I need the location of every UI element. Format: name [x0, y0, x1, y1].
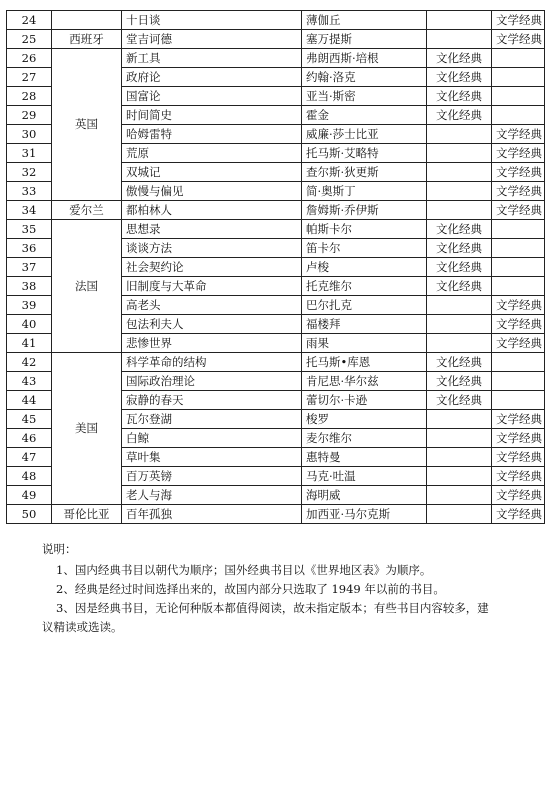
author-cell: 麦尔维尔 [302, 429, 427, 448]
book-title-cell: 草叶集 [122, 448, 302, 467]
row-number-cell: 40 [7, 315, 52, 334]
author-cell: 威廉·莎士比亚 [302, 125, 427, 144]
book-title-cell: 百万英镑 [122, 467, 302, 486]
culture-classic-cell [427, 467, 492, 486]
table-row [7, 11, 545, 30]
author-cell: 查尔斯·狄更斯 [302, 163, 427, 182]
author-cell: 帕斯卡尔 [302, 220, 427, 239]
culture-classic-cell [427, 334, 492, 353]
literature-classic-cell [492, 391, 545, 410]
culture-classic-cell [427, 182, 492, 201]
author-cell: 亚当·斯密 [302, 87, 427, 106]
author-cell: 梭罗 [302, 410, 427, 429]
row-number-cell: 34 [7, 201, 52, 220]
book-title-cell: 堂吉诃德 [122, 30, 302, 49]
note-item-3-continued: 议精读或选读。 [42, 620, 123, 634]
culture-classic-cell [427, 30, 492, 49]
row-number-cell: 25 [7, 30, 52, 49]
row-number-cell: 27 [7, 68, 52, 87]
author-cell: 巴尔扎克 [302, 296, 427, 315]
literature-classic-cell [492, 239, 545, 258]
author-cell: 塞万提斯 [302, 30, 427, 49]
book-title-cell: 十日谈 [122, 11, 302, 30]
literature-classic-cell [492, 372, 545, 391]
row-number-cell: 50 [7, 505, 52, 524]
literature-classic-cell: 文学经典 [492, 429, 545, 448]
literature-classic-cell: 文学经典 [492, 125, 545, 144]
book-title-cell: 谈谈方法 [122, 239, 302, 258]
author-cell: 托克维尔 [302, 277, 427, 296]
row-number-cell: 31 [7, 144, 52, 163]
book-title-cell: 老人与海 [122, 486, 302, 505]
table-row [7, 49, 545, 68]
literature-classic-cell: 文学经典 [492, 11, 545, 30]
book-title-cell: 国际政治理论 [122, 372, 302, 391]
book-title-cell: 社会契约论 [122, 258, 302, 277]
culture-classic-cell [427, 144, 492, 163]
book-title-cell: 寂静的春天 [122, 391, 302, 410]
author-cell: 霍金 [302, 106, 427, 125]
book-title-cell: 旧制度与大革命 [122, 277, 302, 296]
note-item-3: 3、因是经典书目，无论何种版本都值得阅读，故未指定版本；有些书目内容较多，建 [56, 601, 489, 615]
book-title-cell: 荒原 [122, 144, 302, 163]
author-cell: 托马斯•库恩 [302, 353, 427, 372]
literature-classic-cell: 文学经典 [492, 334, 545, 353]
book-title-cell: 时间简史 [122, 106, 302, 125]
author-cell: 海明威 [302, 486, 427, 505]
literature-classic-cell: 文学经典 [492, 448, 545, 467]
literature-classic-cell: 文学经典 [492, 163, 545, 182]
book-title-cell: 瓦尔登湖 [122, 410, 302, 429]
culture-classic-cell [427, 315, 492, 334]
row-number-cell: 30 [7, 125, 52, 144]
author-cell: 蕾切尔·卡逊 [302, 391, 427, 410]
literature-classic-cell: 文学经典 [492, 505, 545, 524]
culture-classic-cell [427, 296, 492, 315]
row-number-cell: 45 [7, 410, 52, 429]
culture-classic-cell [427, 486, 492, 505]
culture-classic-cell: 文化经典 [427, 353, 492, 372]
book-list-table [6, 10, 545, 524]
row-number-cell: 36 [7, 239, 52, 258]
row-number-cell: 42 [7, 353, 52, 372]
row-number-cell: 44 [7, 391, 52, 410]
culture-classic-cell [427, 201, 492, 220]
literature-classic-cell: 文学经典 [492, 144, 545, 163]
book-title-cell: 都柏林人 [122, 201, 302, 220]
culture-classic-cell: 文化经典 [427, 239, 492, 258]
culture-classic-cell [427, 11, 492, 30]
literature-classic-cell: 文学经典 [492, 410, 545, 429]
row-number-cell: 24 [7, 11, 52, 30]
country-cell: 美国 [52, 353, 122, 505]
literature-classic-cell: 文学经典 [492, 467, 545, 486]
culture-classic-cell: 文化经典 [427, 220, 492, 239]
literature-classic-cell: 文学经典 [492, 296, 545, 315]
culture-classic-cell: 文化经典 [427, 106, 492, 125]
book-title-cell: 傲慢与偏见 [122, 182, 302, 201]
table-row [7, 353, 545, 372]
row-number-cell: 49 [7, 486, 52, 505]
literature-classic-cell [492, 258, 545, 277]
literature-classic-cell: 文学经典 [492, 182, 545, 201]
author-cell: 马克·吐温 [302, 467, 427, 486]
book-title-cell: 思想录 [122, 220, 302, 239]
row-number-cell: 43 [7, 372, 52, 391]
book-title-cell: 百年孤独 [122, 505, 302, 524]
culture-classic-cell: 文化经典 [427, 87, 492, 106]
author-cell: 福楼拜 [302, 315, 427, 334]
culture-classic-cell: 文化经典 [427, 68, 492, 87]
author-cell: 简·奥斯丁 [302, 182, 427, 201]
row-number-cell: 35 [7, 220, 52, 239]
author-cell: 詹姆斯·乔伊斯 [302, 201, 427, 220]
culture-classic-cell [427, 410, 492, 429]
book-title-cell: 悲惨世界 [122, 334, 302, 353]
literature-classic-cell [492, 106, 545, 125]
book-title-cell: 国富论 [122, 87, 302, 106]
notes-heading: 说明： [42, 542, 77, 556]
culture-classic-cell: 文化经典 [427, 49, 492, 68]
table-row [7, 30, 545, 49]
book-title-cell: 白鲸 [122, 429, 302, 448]
author-cell: 薄伽丘 [302, 11, 427, 30]
row-number-cell: 33 [7, 182, 52, 201]
table-row [7, 201, 545, 220]
culture-classic-cell [427, 448, 492, 467]
row-number-cell: 28 [7, 87, 52, 106]
row-number-cell: 47 [7, 448, 52, 467]
book-title-cell: 政府论 [122, 68, 302, 87]
author-cell: 约翰·洛克 [302, 68, 427, 87]
culture-classic-cell [427, 163, 492, 182]
country-cell: 法国 [52, 220, 122, 353]
culture-classic-cell: 文化经典 [427, 391, 492, 410]
note-item-2: 2、经典是经过时间选择出来的，故国内部分只选取了 1949 年以前的书目。 [56, 582, 445, 596]
literature-classic-cell: 文学经典 [492, 30, 545, 49]
row-number-cell: 37 [7, 258, 52, 277]
author-cell: 笛卡尔 [302, 239, 427, 258]
book-title-cell: 新工具 [122, 49, 302, 68]
country-cell: 哥伦比亚 [52, 505, 122, 524]
book-title-cell: 科学革命的结构 [122, 353, 302, 372]
row-number-cell: 38 [7, 277, 52, 296]
author-cell: 托马斯·艾略特 [302, 144, 427, 163]
book-title-cell: 哈姆雷特 [122, 125, 302, 144]
culture-classic-cell [427, 429, 492, 448]
author-cell: 加西亚·马尔克斯 [302, 505, 427, 524]
row-number-cell: 32 [7, 163, 52, 182]
country-cell: 爱尔兰 [52, 201, 122, 220]
literature-classic-cell [492, 49, 545, 68]
note-item-1: 1、国内经典书目以朝代为顺序；国外经典书目以《世界地区表》为顺序。 [56, 563, 432, 577]
country-cell [52, 11, 122, 30]
table-row [7, 505, 545, 524]
author-cell: 惠特曼 [302, 448, 427, 467]
row-number-cell: 41 [7, 334, 52, 353]
literature-classic-cell: 文学经典 [492, 315, 545, 334]
author-cell: 卢梭 [302, 258, 427, 277]
culture-classic-cell [427, 125, 492, 144]
literature-classic-cell: 文学经典 [492, 201, 545, 220]
book-title-cell: 包法利夫人 [122, 315, 302, 334]
literature-classic-cell [492, 87, 545, 106]
literature-classic-cell: 文学经典 [492, 486, 545, 505]
row-number-cell: 46 [7, 429, 52, 448]
row-number-cell: 48 [7, 467, 52, 486]
book-title-cell: 双城记 [122, 163, 302, 182]
literature-classic-cell [492, 220, 545, 239]
country-cell: 英国 [52, 49, 122, 201]
table-row [7, 220, 545, 239]
culture-classic-cell: 文化经典 [427, 258, 492, 277]
row-number-cell: 29 [7, 106, 52, 125]
book-title-cell: 高老头 [122, 296, 302, 315]
author-cell: 肯尼思·华尔兹 [302, 372, 427, 391]
culture-classic-cell [427, 505, 492, 524]
culture-classic-cell: 文化经典 [427, 372, 492, 391]
book-list-body [7, 11, 545, 524]
author-cell: 雨果 [302, 334, 427, 353]
literature-classic-cell [492, 68, 545, 87]
culture-classic-cell: 文化经典 [427, 277, 492, 296]
literature-classic-cell [492, 277, 545, 296]
row-number-cell: 39 [7, 296, 52, 315]
country-cell: 西班牙 [52, 30, 122, 49]
document-page [6, 10, 544, 524]
row-number-cell: 26 [7, 49, 52, 68]
notes-section [42, 540, 532, 637]
literature-classic-cell [492, 353, 545, 372]
author-cell: 弗朗西斯·培根 [302, 49, 427, 68]
